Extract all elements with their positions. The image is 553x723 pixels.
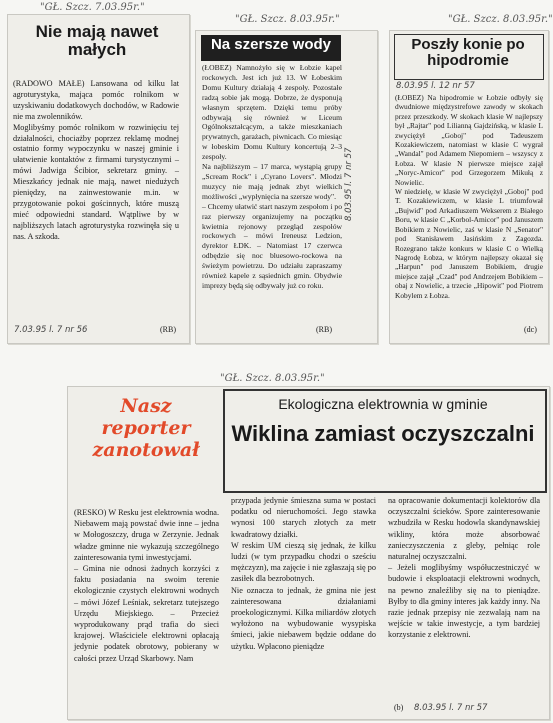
clip4-col2: przypada jedynie śmieszna suma w postaci podatku od nieruchomości. Jego stawka wynosi 100 starych złotych za metr kwadratowy działki. W reskim UM cieszą się jednak, że kilku ludzi (w tym przypadku chodzi o sześciu mężczyzn), ma zajęcie i nie zgłaszają się po zasiłek dla bezrobotnych. Nie oznacza to jednak, że gmina nie jest zainteresowana działaniami proekologicznymi. Kilka miliardów złotych wyłożono na wybudowanie wysypiska śmieci, jakie niebawem będzie oddane do użytku. Wpłacono pieniądze <box>231 496 376 651</box>
clip2-signature: (RB) <box>316 325 332 334</box>
clipping-nie-maja <box>7 14 190 344</box>
clip3-signature: (dc) <box>524 325 537 334</box>
clip1-headline: Nie mają nawet małych <box>35 22 159 59</box>
clip4-kicker: Ekologiczna elektrownia w gminie <box>278 396 488 412</box>
clip4-signature: (b) <box>394 703 404 712</box>
clip4-col3: na opracowanie dokumentacji kolektorów dla oczyszczalni ścieków. Spore zainteresowanie wzbudziła w Resku hodowla skandynawskiej wikliny, która może absorbować zanieczyszczenia z gleby, pełniąc role naturalnej oczyszczalni. – Jeżeli moglibyśmy współuczestniczyć w budowie i eksploatacji elektrowni wodnych, na pewno znaleźliby się na to pieniądze. Byłby to dla gminy interes jak każdy inny. Na razie jednak przepisy nie zezwalają nam na wejście w takie inwestycje, a tym bardziej korzystanie z elektrowni. <box>388 496 540 640</box>
clipping-poszly-konie <box>389 30 549 344</box>
clip3-date-note: "GŁ. Szcz. 8.03.95r." <box>448 14 553 25</box>
clip4-stamp: 8.03.95 l. 7 nr 57 <box>414 703 488 713</box>
clip1-date-note: "GŁ. Szcz. 7.03.95r." <box>40 2 145 13</box>
clip4-headline: Wiklina zamiast oczyszczalni <box>231 421 535 446</box>
clip1-body: (RADOWO MAŁE) Lansowana od kilku lat agroturystyka, mająca pomóc rolnikom w uzyskiwaniu dodatkowych dochodów, w Radowie nie ma zwolenników. Moglibyśmy pomóc rolnikom w rozwinięciu tej działalności, chociażby poprzez reklamę modnej ostatnio formy wypoczynku w naszej gminie i ułatwienie kontaktów z firmami turystycznymi – mówi Jadwiga Ścibior, sekretarz gminy. – Mieszkańcy jednak nie mają, nawet niedużych pieniędzy, na zainwestowanie m.in. w przygotowanie pokoi gościnnych, które muszą mieć odpowiedni standard. Wątpliwe by w najbliższych latach agroturystyka rozwinęła się u nas. A szkoda. <box>13 79 179 241</box>
clip3-headline: Poszły konie po hipodromie <box>411 36 525 69</box>
clip2-date-note: "GŁ. Szcz. 8.03.95r." <box>235 14 340 25</box>
clip2-stamp: 8.03.95 l. 7 nr 57 <box>344 147 354 221</box>
clip4-col1: (RESKO) W Resku jest elektrownia wodna. Niebawem mają powstać dwie inne – jedna w Mołogoszczy, druga w Zerzynie. Jednak władze gminne nie wykazują szczególnego zainteresowania tymi inwestycjami. – Gmina nie odnosi żadnych korzyści z faktu posiadania na swoim terenie ekologicznie czystych elektrowni wodnych – mówi Józef Leśniak, sekretarz tutejszego Urzędu Miejskiego. – Przecież wyprodukowany prąd trafia do sieci krajowej. Właściciele elektrowni opłacają jedynie podatek obrotowy, pobierany w całości przez Urząd Skarbowy. Nam <box>74 508 219 663</box>
clip3-body: (ŁOBEZ) Na hipodromie w Łobzie odbyły się dwudniowe międzystrefowe zawody w skokach przez przeszkody. W skokach klasie W najlepszy był „Rajtar" pod Lilianną Gajdzińską, w klasie L zwyciężył „Goboj" pod Tadeuszem Kozakiewiczem, natomiast w klasie C wygrał „Wandal" pod Adamem Niepomiern – wszyscy z Łobza. W klasie N pierwsze miejsce zajął „Noryc-Amicor" pod Grzegorzem Mikułą z Nowielic. W niedzielę, w klasie W zwyciężył „Goboj" pod T. Kozakiewiczem, w klasie L triumfował „Bujwid" pod Arkadiuszem Wekserem z Białego Boru, w klasie C „Korbol-Amicor" pod Januszem Bobikiem z Nowielic, zaś w klasie N „Senator" pod Stanisławem Jasińskim z Zagozda. Rozegrano także konkurs w klasie C o Wielką Nagrodę Łobza, w którym najlepszy okazał się „Harpun" pod Januszem Bobikiem, drugie miejsce zajął „Czad" pod Andrzejem Bobikiem – obaj z Nowielic, a trzecie „Hipowit" pod Piotrem Kobylem z Łobza. <box>395 93 543 300</box>
clip4-rubric: Nasz reporter zanotował <box>92 395 200 461</box>
clip4-date-note: "GŁ. Szcz. 8.03.95r." <box>220 373 325 384</box>
clip1-signature: (RB) <box>160 325 176 334</box>
clip1-stamp: 7.03.95 l. 7 nr 56 <box>14 325 88 335</box>
clip2-headline: Na szersze wody <box>210 36 332 53</box>
clip3-stamp: 8.03.95 l. 12 nr 57 <box>396 81 475 91</box>
clipping-wiklina <box>67 386 550 720</box>
clipping-na-szersze-wody <box>195 30 378 344</box>
clip2-body: (ŁOBEZ) Namnożyło się w Łobzie kapel rockowych. Jest ich już 13. W Łobeskim Domu Kultury działają 4 zespoły. Pozostałe radzą sobie jak mogą. Dobrze, że dysponują własnym sprzętem. Dzięki temu próby odbywają się również w Liceum Ogólnokształcącym, a także mieszkaniach prywatnych, garażach, piwnicach. Co miesiąc w łobeskim Domu Kultury koncertują 2–3 zespoły. Na najbliższym – 17 marca, wystąpią grupy „Scream Rock" i „Cyrano Lovers". Młodzi muzycy nie mają jednak zbyt wielkich możliwości „wypłynięcia na szersze wody". – Chcemy ułatwić start naszym zespołom i po raz pierwszy organizujemy na początku kwietnia rejonowy przegląd zespołów rockowych – mówi Ireneusz Ledzion, dyrektor ŁDK. – Natomiast 17 czerwca odbędzie się noc bluesowo-rockowa na świeżym powietrzu. Do udziału zapraszamy również kapele z sąsiednich gmin. Obydwie imprezy będą się odbywały już co roku. <box>202 63 342 290</box>
